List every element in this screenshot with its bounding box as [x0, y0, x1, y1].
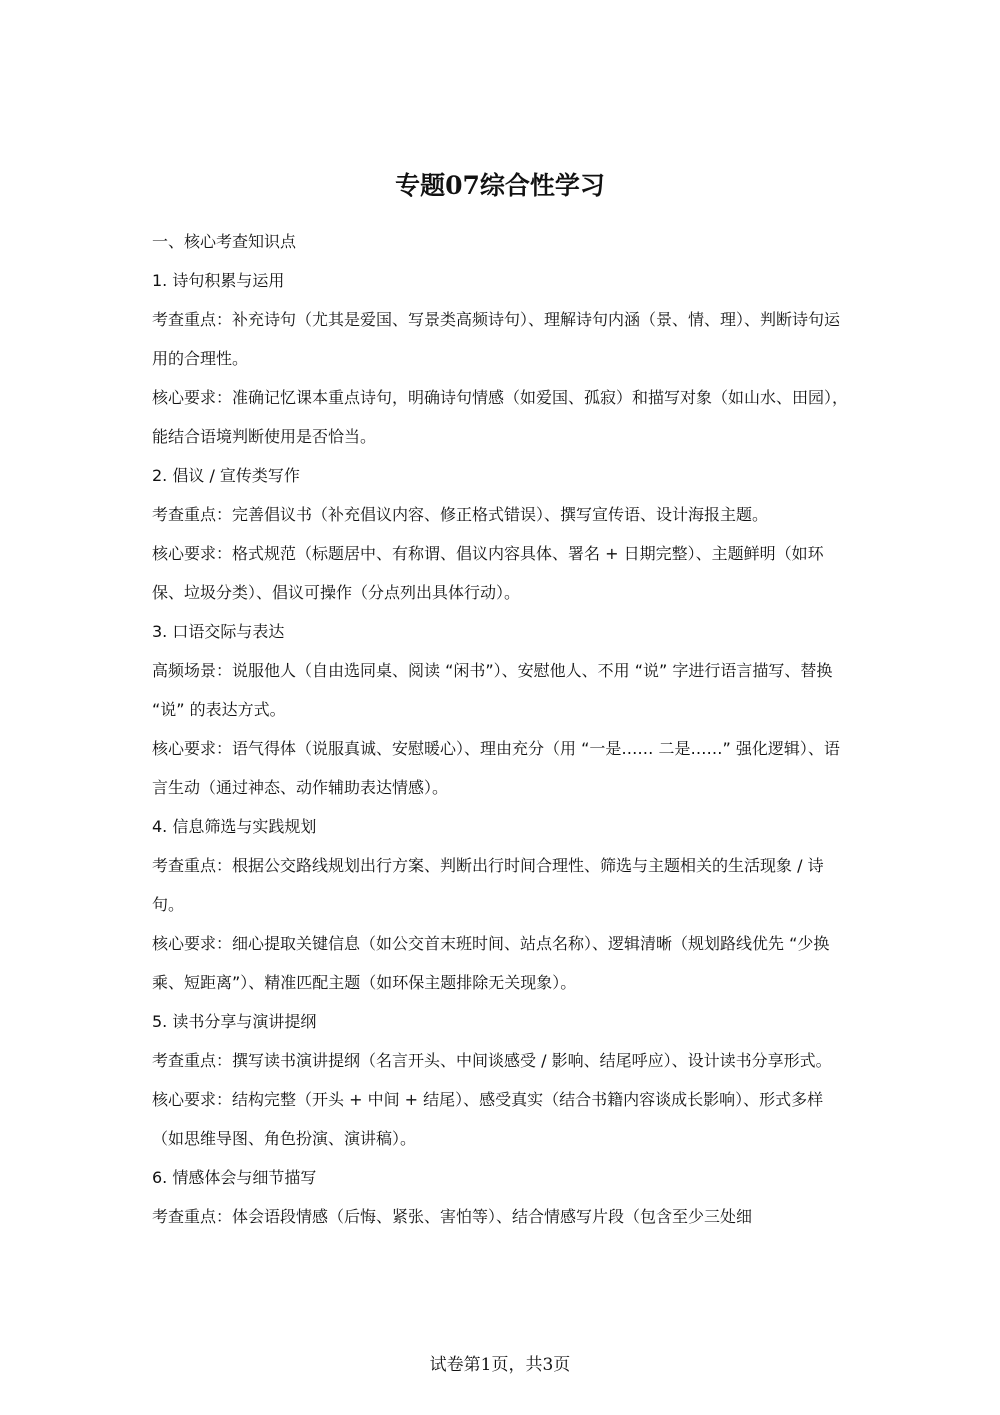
paragraph: 核心要求：准确记忆课本重点诗句，明确诗句情感（如爱国、孤寂）和描写对象（如山水、田园），能结合语境判断使用是否恰当。 [152, 388, 849, 446]
page-footer: 试卷第1页，共3页 [429, 1355, 571, 1375]
paragraph: 考查重点：完善倡议书（补充倡议内容、修正格式错误）、撰写宣传语、设计海报主题。 [152, 505, 769, 524]
subsection-heading: 3. 口语交际与表达 [152, 622, 285, 641]
subsection-heading: 1. 诗句积累与运用 [152, 271, 285, 290]
paragraph: 核心要求：格式规范（标题居中、有称谓、倡议内容具体、署名 + 日期完整）、主题鲜明（如环保、垃圾分类）、倡议可操作（分点列出具体行动）。 [152, 544, 824, 602]
paragraph: 考查重点：撰写读书演讲提纲（名言开头、中间谈感受 / 影响、结尾呼应）、设计读书分享形式。 [152, 1051, 832, 1070]
paragraph: 核心要求：结构完整（开头 + 中间 + 结尾）、感受真实（结合书籍内容谈成长影响）、形式多样（如思维导图、角色扮演、演讲稿）。 [152, 1090, 824, 1148]
paragraph: 考查重点：补充诗句（尤其是爱国、写景类高频诗句）、理解诗句内涵（景、情、理）、判断诗句运用的合理性。 [152, 310, 841, 368]
paragraph: 考查重点：体会语段情感（后悔、紧张、害怕等）、结合情感写片段（包含至少三处细 [152, 1207, 753, 1226]
document-body [152, 222, 852, 1236]
paragraph: 高频场景：说服他人（自由选同桌、阅读 “闲书”）、安慰他人、不用 “说” 字进行语言描写、替换 “说” 的表达方式。 [152, 661, 833, 719]
paragraph: 核心要求：语气得体（说服真诚、安慰暖心）、理由充分（用 “一是…… 二是……” 强化逻辑）、语言生动（通过神态、动作辅助表达情感）。 [152, 739, 840, 797]
page-title: 专题07综合性学习 [395, 171, 605, 200]
paragraph: 考查重点：根据公交路线规划出行方案、判断出行时间合理性、筛选与主题相关的生活现象 / 诗句。 [152, 856, 824, 914]
section-heading: 一、核心考查知识点 [152, 232, 297, 251]
subsection-heading: 4. 信息筛选与实践规划 [152, 817, 317, 836]
paragraph: 核心要求：细心提取关键信息（如公交首末班时间、站点名称）、逻辑清晰（规划路线优先 “少换乘、短距离”）、精准匹配主题（如环保主题排除无关现象）。 [152, 934, 830, 992]
subsection-heading: 2. 倡议 / 宣传类写作 [152, 466, 300, 485]
subsection-heading: 6. 情感体会与细节描写 [152, 1168, 317, 1187]
subsection-heading: 5. 读书分享与演讲提纲 [152, 1012, 317, 1031]
